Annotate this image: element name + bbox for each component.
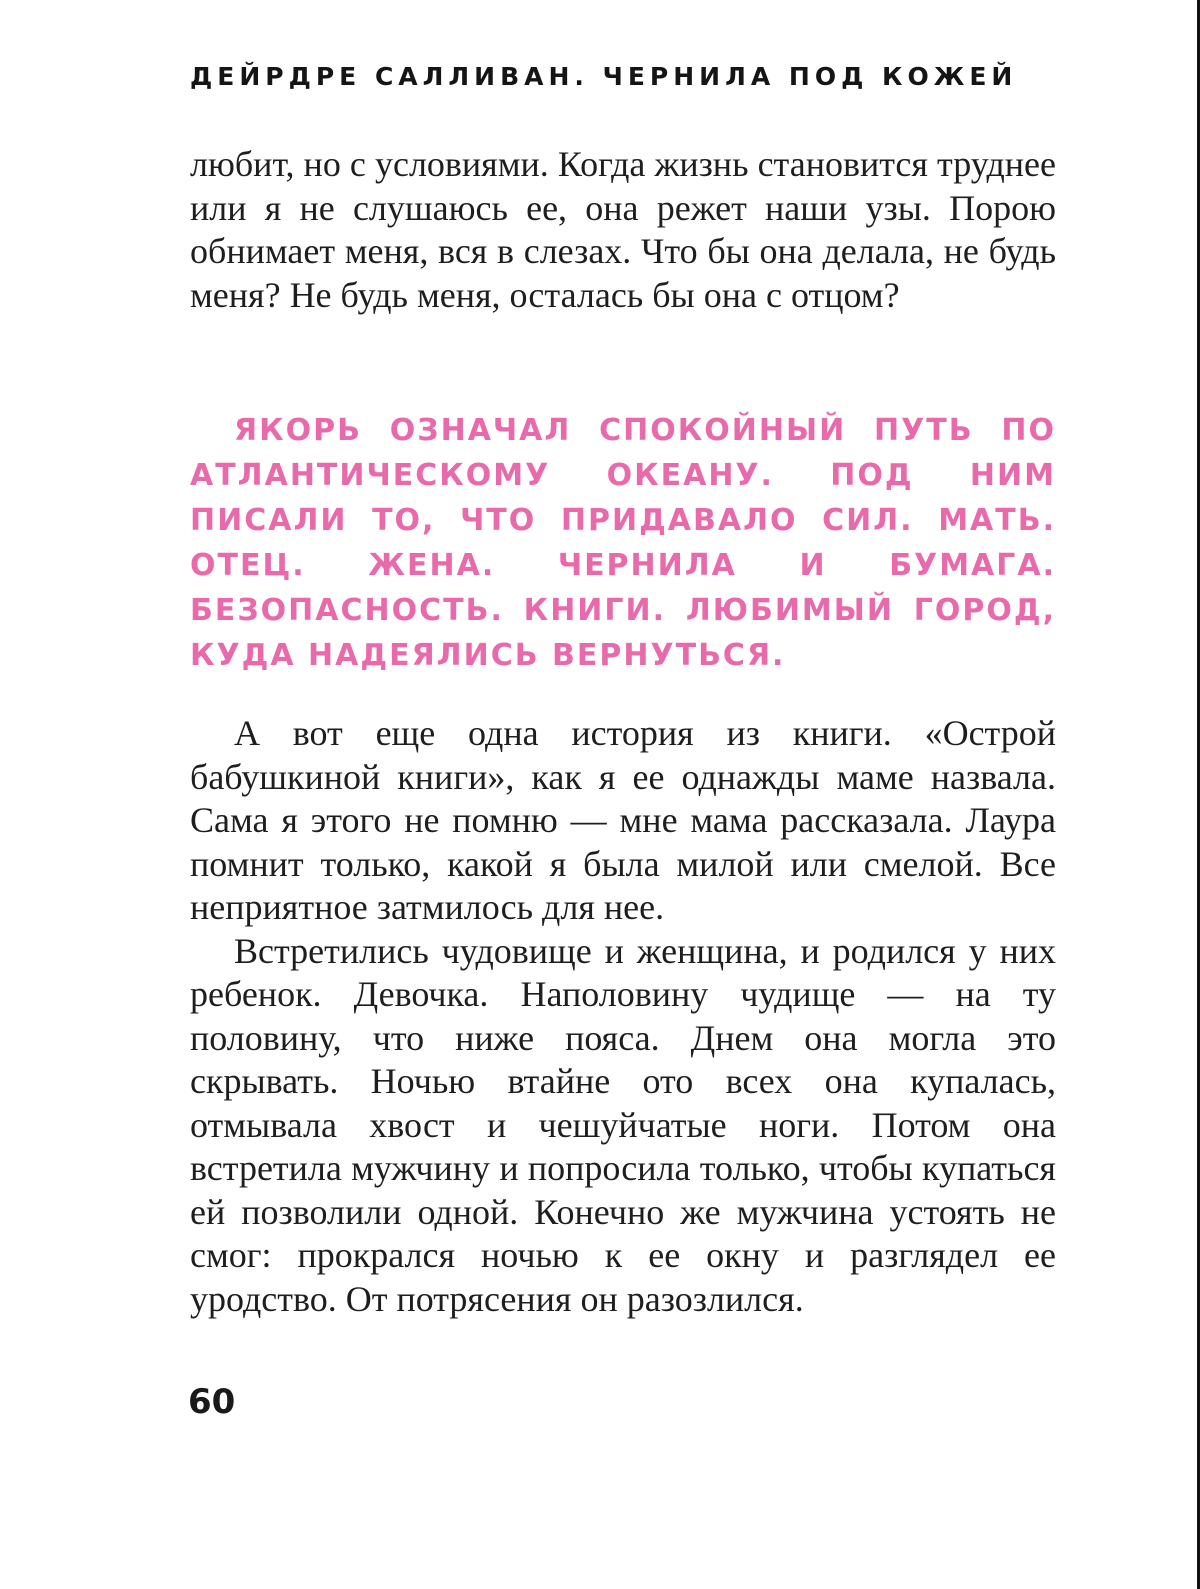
- body-paragraph-continued: [190, 143, 1056, 317]
- page-number: 60: [188, 1382, 236, 1422]
- story-section: [190, 712, 1056, 1321]
- running-header: ДЕЙРДРЕ САЛЛИВАН. ЧЕРНИЛА ПОД КОЖЕЙ: [190, 62, 1018, 91]
- body-paragraph-book-story: А вот еще одна история из книги. «Острой бабушкиной книги», как я ее однажды маме назвала. Сама я этого не помню — мне мама рассказала. Лаура помнит только, какой я была милой или смелой. Все неприятное затмилось для нее.: [190, 713, 1056, 927]
- paragraph-text: любит, но с условиями. Когда жизнь становится труднее или я не слушаюсь ее, она режет наши узы. Порою обнимает меня, вся в слезах. Что бы она делала, не будь меня? Не будь меня, осталась бы она с отцом?: [190, 144, 1056, 315]
- body-paragraph-monster-tale: Встретились чудовище и женщина, и родился у них ребенок. Девочка. Наполовину чудище — на ту половину, что ниже пояса. Днем она могла это скрывать. Ночью втайне ото всех она купалась, отмывала хвост и чешуйчатые ноги. Потом она встретила мужчину и попросила только, чтобы купаться ей позволили одной. Конечно же мужчина устоять не смог: прокрался ночью к ее окну и разглядел ее уродство. От потрясения он разозлился.: [190, 930, 1056, 1319]
- tattoo-note-highlight: ЯКОРЬ ОЗНАЧАЛ СПОКОЙНЫЙ ПУТЬ ПО АТЛАНТИЧЕСКОМУ ОКЕАНУ. ПОД НИМ ПИСАЛИ ТО, ЧТО ПРИДАВАЛО СИЛ. МАТЬ. ОТЕЦ. ЖЕНА. ЧЕРНИЛА И БУМАГА. БЕЗОПАСНОСТЬ. КНИГИ. ЛЮБИМЫЙ ГОРОД, КУДА НАДЕЯЛИСЬ ВЕРНУТЬСЯ.: [190, 413, 1056, 673]
